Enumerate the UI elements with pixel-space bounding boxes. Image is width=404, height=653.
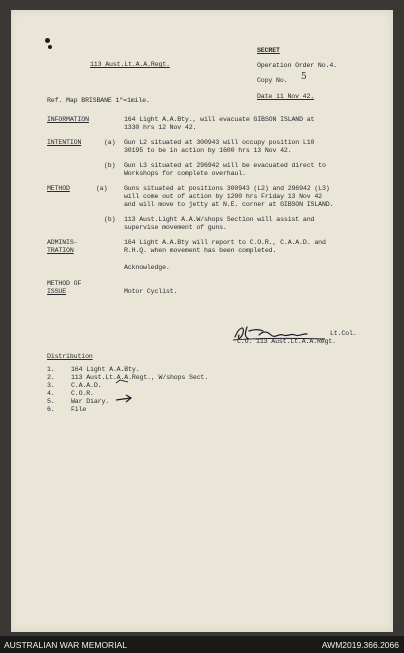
distribution-heading: Distribution: [47, 353, 93, 360]
document-sheet: 113 Aust.Lt.A.A.Regt. SECRET Operation Order No.4. Copy No. 5 Date 11 Nov 42. Ref. Map BRISBANE 1"=1mile. INFORMATION 164 Light A.A.Bty., will evacuate GIBSON ISLAND at 1330 hrs 12 Nov 42. INTENTION (a) Gun L2 situated at 300943 will occupy position L10 30195 to be in action by 1600 hrs 13 Nov 42. (b) Gun L3 situated at 296942 will be evacuated direct to Workshops for complete overhaul. METHOD (a) Guns situated at positions 300943 (L2) and 296942 (L3) will come out of action by 1200 hrs Friday 13 Nov 42 and will move to jetty at N.E. corner at GIBSON ISLAND. (b) 113 Aust.Light A.A.W/shops Section will assist and supervise movement of guns. ADMINIS- TRATION 164 Light A.A.Bty will report to C.O.R., C.A.A.D. and R.H.Q. when movement has been completed. Acknowledge. METHOD OF ISSUE Motor Cyclist. Lt.Col. C.O. 113 Aust.Lt.A.A.Regt. Distribution 1. 164 Light A.A.Bty. 2. 113 Aust.Lt.A.A.Regt., W/shops Sect. 3. C.A.A.D. 4. C.O.R. 5. War Diary. 6. File: [11, 10, 393, 632]
information-text: 164 Light A.A.Bty., will evacuate GIBSON ISLAND at: [124, 116, 315, 123]
administration-text: R.H.Q. when movement has been completed.: [124, 247, 277, 254]
signature-co-line: C.O. 113 Aust.Lt.A.A.Regt.: [237, 338, 336, 345]
footer-accession-number: AWM2019.366.2066: [321, 640, 399, 650]
acknowledge-text: Acknowledge.: [124, 264, 170, 271]
method-a-text: and will move to jetty at N.E. corner at GIBSON ISLAND.: [124, 201, 334, 208]
intention-b-text: Gun L3 situated at 296942 will be evacuated direct to: [124, 162, 326, 169]
information-heading: INFORMATION: [47, 116, 89, 123]
footer-institution: AUSTRALIAN WAR MEMORIAL: [4, 640, 127, 650]
date-line: Date 11 Nov 42.: [257, 93, 315, 100]
method-b-text: 113 Aust.Light A.A.W/shops Section will assist and: [124, 216, 315, 223]
punch-hole: [48, 45, 52, 49]
intention-b-text: Workshops for complete overhaul.: [124, 170, 246, 177]
method-b-marker: (b): [104, 216, 116, 223]
method-heading: METHOD: [47, 185, 70, 192]
secret-label: SECRET: [257, 47, 280, 54]
operation-order: Operation Order No.4.: [257, 62, 337, 69]
copy-label: Copy No.: [257, 77, 288, 84]
signature-rank: Lt.Col.: [330, 330, 357, 337]
administration-heading: TRATION: [47, 247, 74, 254]
administration-heading: ADMINIS-: [47, 239, 78, 246]
ref-map: Ref. Map BRISBANE 1"=1mile.: [47, 97, 150, 104]
intention-heading: INTENTION: [47, 139, 82, 146]
method-of-issue-heading: ISSUE: [47, 288, 67, 295]
method-a-marker: (a): [96, 185, 108, 192]
administration-text: 164 Light A.A.Bty will report to C.O.R., C.A.A.D. and: [124, 239, 326, 246]
method-a-text: Guns situated at positions 300943 (L2) and 296942 (L3): [124, 185, 330, 192]
handwritten-tick-mark: [115, 378, 129, 386]
method-b-text: supervise movement of guns.: [124, 224, 227, 231]
intention-a-text: 30195 to be in action by 1600 hrs 13 Nov 42.: [124, 147, 292, 154]
method-of-issue-text: Motor Cyclist.: [124, 288, 178, 295]
method-of-issue-heading: METHOD OF: [47, 280, 82, 287]
intention-b-marker: (b): [104, 162, 116, 169]
information-text: 1330 hrs 12 Nov 42.: [124, 124, 197, 131]
method-a-text: will come out of action by 1200 hrs Friday 13 Nov 42: [124, 193, 322, 200]
unit-title: 113 Aust.Lt.A.A.Regt.: [90, 61, 170, 68]
copy-number: 5: [301, 72, 307, 82]
punch-hole: [45, 38, 50, 43]
intention-a-marker: (a): [104, 139, 116, 146]
handwritten-arrow-mark: [115, 394, 133, 404]
intention-a-text: Gun L2 situated at 300943 will occupy position L10: [124, 139, 315, 146]
footer-bar: [0, 636, 404, 653]
